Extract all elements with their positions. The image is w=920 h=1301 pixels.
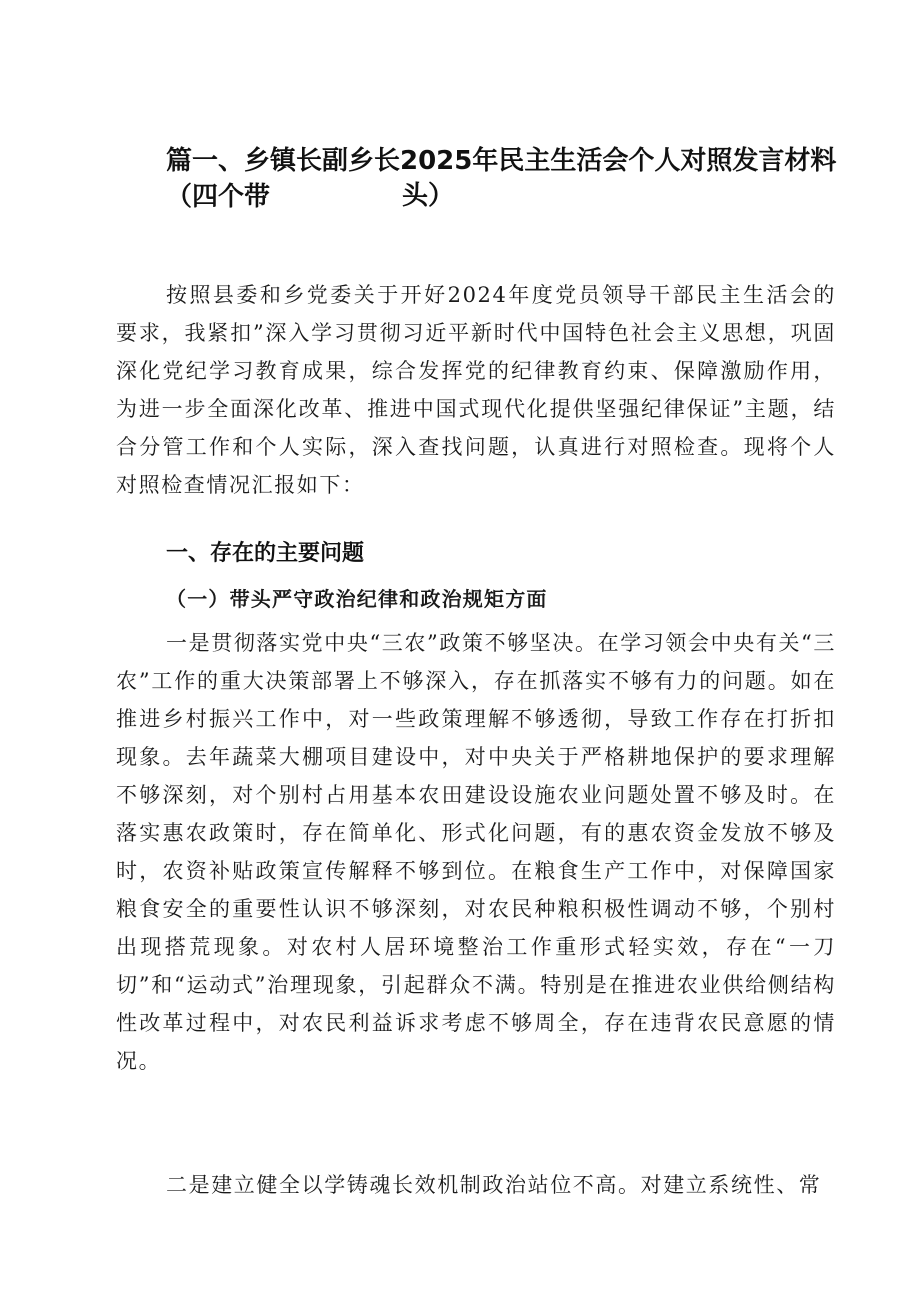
document-title: 篇一、乡镇长副乡长2025年民主生活会个人对照发言材料（四个带: [166, 146, 837, 212]
issue-paragraph-2: 二是建立健全以学铸魂长效机制政治站位不高。对建立系统性、常: [166, 1173, 822, 1197]
issue-paragraph-1: 一是贯彻落实党中央“三农”政策不够坚决。在学习领会中央有关“三农”工作的重大决策部署上不够深入，存在抓落实不够有力的问题。如在推进乡村振兴工作中，对一些政策理解不够透彻，导致工作存在打折扣现象。去年蔬菜大棚项目建设中，对中央关于严格耕地保护的要求理解不够深刻，对个别村占用基本农田建设设施农业问题处置不够及时。在落实惠农政策时，存在简单化、形式化问题，有的惠农资金发放不够及时，农资补贴政策宣传解释不够到位。在粮食生产工作中，对保障国家粮食安全的重要性认识不够深刻，对农民种粮积极性调动不够，个别村出现搭荒现象。对农村人居环境整治工作重形式轻实效，存在“一刀切”和“运动式”治理现象，引起群众不满。特别是在推进农业供给侧结构性改革过程中，对农民利益诉求考虑不够周全，存在违背农民意愿的情况。: [116, 631, 836, 1073]
document-title-continuation: 头）: [402, 181, 455, 211]
intro-paragraph: 按照县委和乡党委关于开好2024年度党员领导干部民主生活会的要求，我紧扣”深入学习贯彻习近平新时代中国特色社会主义思想，巩固深化党纪学习教育成果，综合发挥党的纪律教育约束、保障激励作用，为进一步全面深化改革、推进中国式现代化提供坚强纪律保证”主题，结合分管工作和个人实际，深入查找问题，认真进行对照检查。现将个人对照检查情况汇报如下：: [116, 283, 836, 497]
section-heading: 一、存在的主要问题: [166, 541, 365, 566]
sub-heading: （一）带头严守政治纪律和政治规矩方面: [166, 587, 548, 611]
